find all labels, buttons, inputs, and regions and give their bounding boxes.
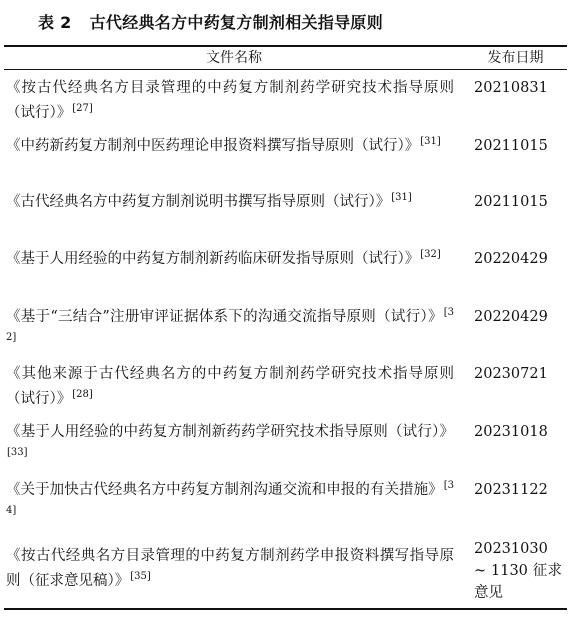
header-name: 文件名称: [206, 50, 262, 66]
row-document-name: 《古代经典名方中药复方制剂说明书撰写指导原则（试行）》[31]: [6, 192, 412, 210]
citation-ref: [35]: [130, 571, 151, 582]
header-date: 发布日期: [487, 50, 544, 66]
row-document-name: 《基于人用经验的中药复方制剂新药临床研发指导原则（试行）》[32]: [6, 249, 441, 267]
row-date: 20230721: [474, 366, 548, 382]
citation-ref: [31]: [391, 192, 412, 203]
row-date: 20231018: [474, 424, 548, 440]
table-header-rule: [4, 69, 567, 70]
table-bottom-rule: [4, 608, 567, 610]
citation-ref: [33]: [7, 447, 28, 458]
row-document-name: 《基于“三结合”注册审评证据体系下的沟通交流指导原则（试行）》[32]: [6, 307, 454, 343]
row-document-name: 《基于人用经验的中药复方制剂新药药学研究技术指导原则（试行）》[33]: [6, 424, 454, 458]
citation-ref: [32]: [6, 307, 454, 343]
row-date: 20211015: [474, 194, 548, 210]
row-date: 20211015: [474, 138, 548, 154]
table-title: 古代经典名方中药复方制剂相关指导原则: [89, 13, 384, 32]
row-document-name: 《关于加快古代经典名方中药复方制剂沟通交流和申报的有关措施》[34]: [6, 480, 454, 516]
row-document-name: 《中药新药复方制剂中医药理论申报资料撰写指导原则（试行）》[31]: [6, 136, 441, 154]
row-date: 20231030 ~ 1130 征求意见: [474, 541, 562, 601]
row-date: 20210831: [474, 80, 548, 96]
citation-ref: [27]: [72, 103, 93, 114]
citation-ref: [28]: [72, 389, 93, 400]
citation-ref: [31]: [420, 136, 441, 147]
row-date: 20220429: [474, 251, 548, 267]
row-date: 20231122: [474, 482, 548, 498]
table-caption: [38, 10, 383, 33]
table-top-rule: [4, 45, 567, 47]
citation-ref: [32]: [420, 249, 441, 260]
row-document-name: 《按古代经典名方目录管理的中药复方制剂药学研究技术指导原则（试行）》[27]: [6, 80, 454, 121]
row-document-name: 《其他来源于古代经典名方的中药复方制剂药学研究技术指导原则（试行）》[28]: [6, 366, 454, 407]
table-label: 表 2: [38, 13, 72, 32]
row-document-name: 《按古代经典名方目录管理的中药复方制剂药学申报资料撰写指导原则（征求意见稿）》[35]: [6, 548, 454, 589]
citation-ref: [34]: [6, 480, 454, 516]
row-date: 20220429: [474, 309, 548, 325]
